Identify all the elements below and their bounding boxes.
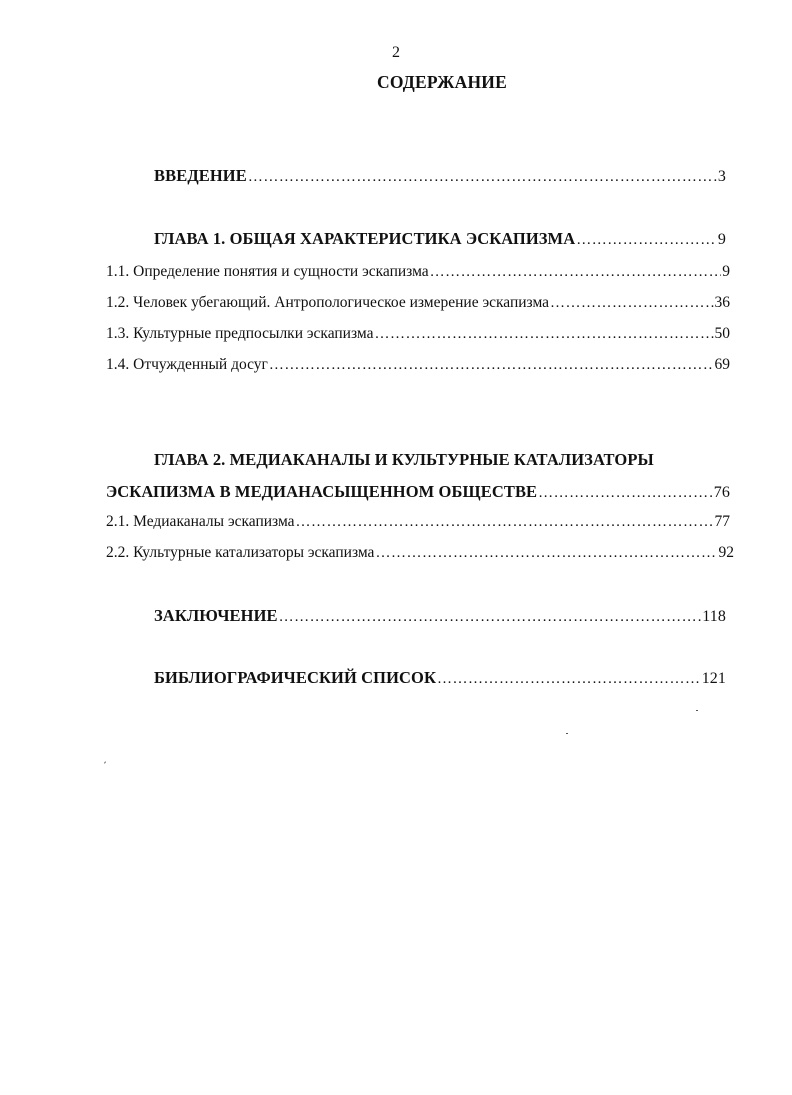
toc-entry-page: 92: [718, 544, 734, 561]
toc-entry-page: 77: [714, 513, 730, 530]
toc-entry-page: 36: [714, 294, 730, 311]
toc-entry-label: ВВЕДЕНИЕ: [154, 166, 247, 185]
toc-entry-label: ЗАКЛЮЧЕНИЕ: [154, 606, 278, 625]
toc-entry-page: 69: [714, 356, 730, 373]
toc-entry-bibliography[interactable]: [154, 668, 726, 689]
toc-entry-page: 121: [701, 670, 726, 687]
toc-entry-section-1-3[interactable]: [106, 324, 730, 344]
toc-entry-label: 1.1. Определение понятия и сущности эскапизма: [106, 263, 429, 280]
toc-entry-label: ГЛАВА 1. ОБЩАЯ ХАРАКТЕРИСТИКА ЭСКАПИЗМА: [154, 229, 576, 248]
toc-entry-page: 118: [702, 608, 726, 625]
page-title: СОДЕРЖАНИЕ: [376, 72, 507, 92]
dot-leader: [576, 230, 717, 250]
dot-leader: [374, 324, 713, 344]
toc-entry-section-1-2[interactable]: [106, 293, 730, 313]
toc-entry-label: ЭСКАПИЗМА В МЕДИАНАСЫЩЕННОМ ОБЩЕСТВЕ: [106, 482, 538, 501]
toc-entry-label: БИБЛИОГРАФИЧЕСКИЙ СПИСОК: [154, 668, 437, 687]
toc-entry-label: 1.2. Человек убегающий. Антропологическое измерение эскапизма: [106, 294, 550, 311]
toc-entry-page: 50: [714, 325, 730, 342]
dot-leader: [375, 543, 717, 563]
toc-entry-label: 2.1. Медиаканалы эскапизма: [106, 513, 295, 530]
dot-leader: [296, 512, 714, 532]
dot-leader: [437, 669, 701, 689]
toc-entry-section-2-2[interactable]: [106, 543, 734, 563]
scan-speck: [104, 761, 106, 763]
toc-entry-label: 2.2. Культурные катализаторы эскапизма: [106, 544, 375, 561]
page-number: 2: [392, 44, 400, 61]
scan-speck: [696, 710, 698, 711]
dot-leader: [248, 167, 717, 187]
toc-entry-page: 9: [717, 231, 726, 248]
dot-leader: [430, 262, 722, 282]
toc-entry-section-2-1[interactable]: [106, 512, 730, 532]
scan-speck: [566, 733, 568, 734]
toc-entry-chapter-1[interactable]: [154, 229, 726, 250]
dot-leader: [279, 607, 702, 627]
toc-entry-page: 9: [722, 263, 730, 280]
dot-leader: [550, 293, 713, 313]
toc-entry-conclusion[interactable]: [154, 606, 726, 627]
toc-entry-label: 1.3. Культурные предпосылки эскапизма: [106, 325, 374, 342]
toc-entry-introduction[interactable]: [154, 166, 726, 187]
toc-entry-page: 3: [717, 168, 726, 185]
toc-entry-chapter-2[interactable]: [106, 482, 730, 503]
toc-entry-section-1-4[interactable]: [106, 355, 730, 375]
toc-entry-section-1-1[interactable]: [106, 262, 730, 282]
dot-leader: [269, 355, 714, 375]
dot-leader: [538, 483, 713, 503]
toc-entry-label: 1.4. Отчужденный досуг: [106, 356, 268, 373]
toc-entry-chapter-2-line-1[interactable]: ГЛАВА 2. МЕДИАКАНАЛЫ И КУЛЬТУРНЫЕ КАТАЛИЗАТОРЫ: [154, 450, 654, 469]
toc-entry-page: 76: [713, 484, 730, 501]
